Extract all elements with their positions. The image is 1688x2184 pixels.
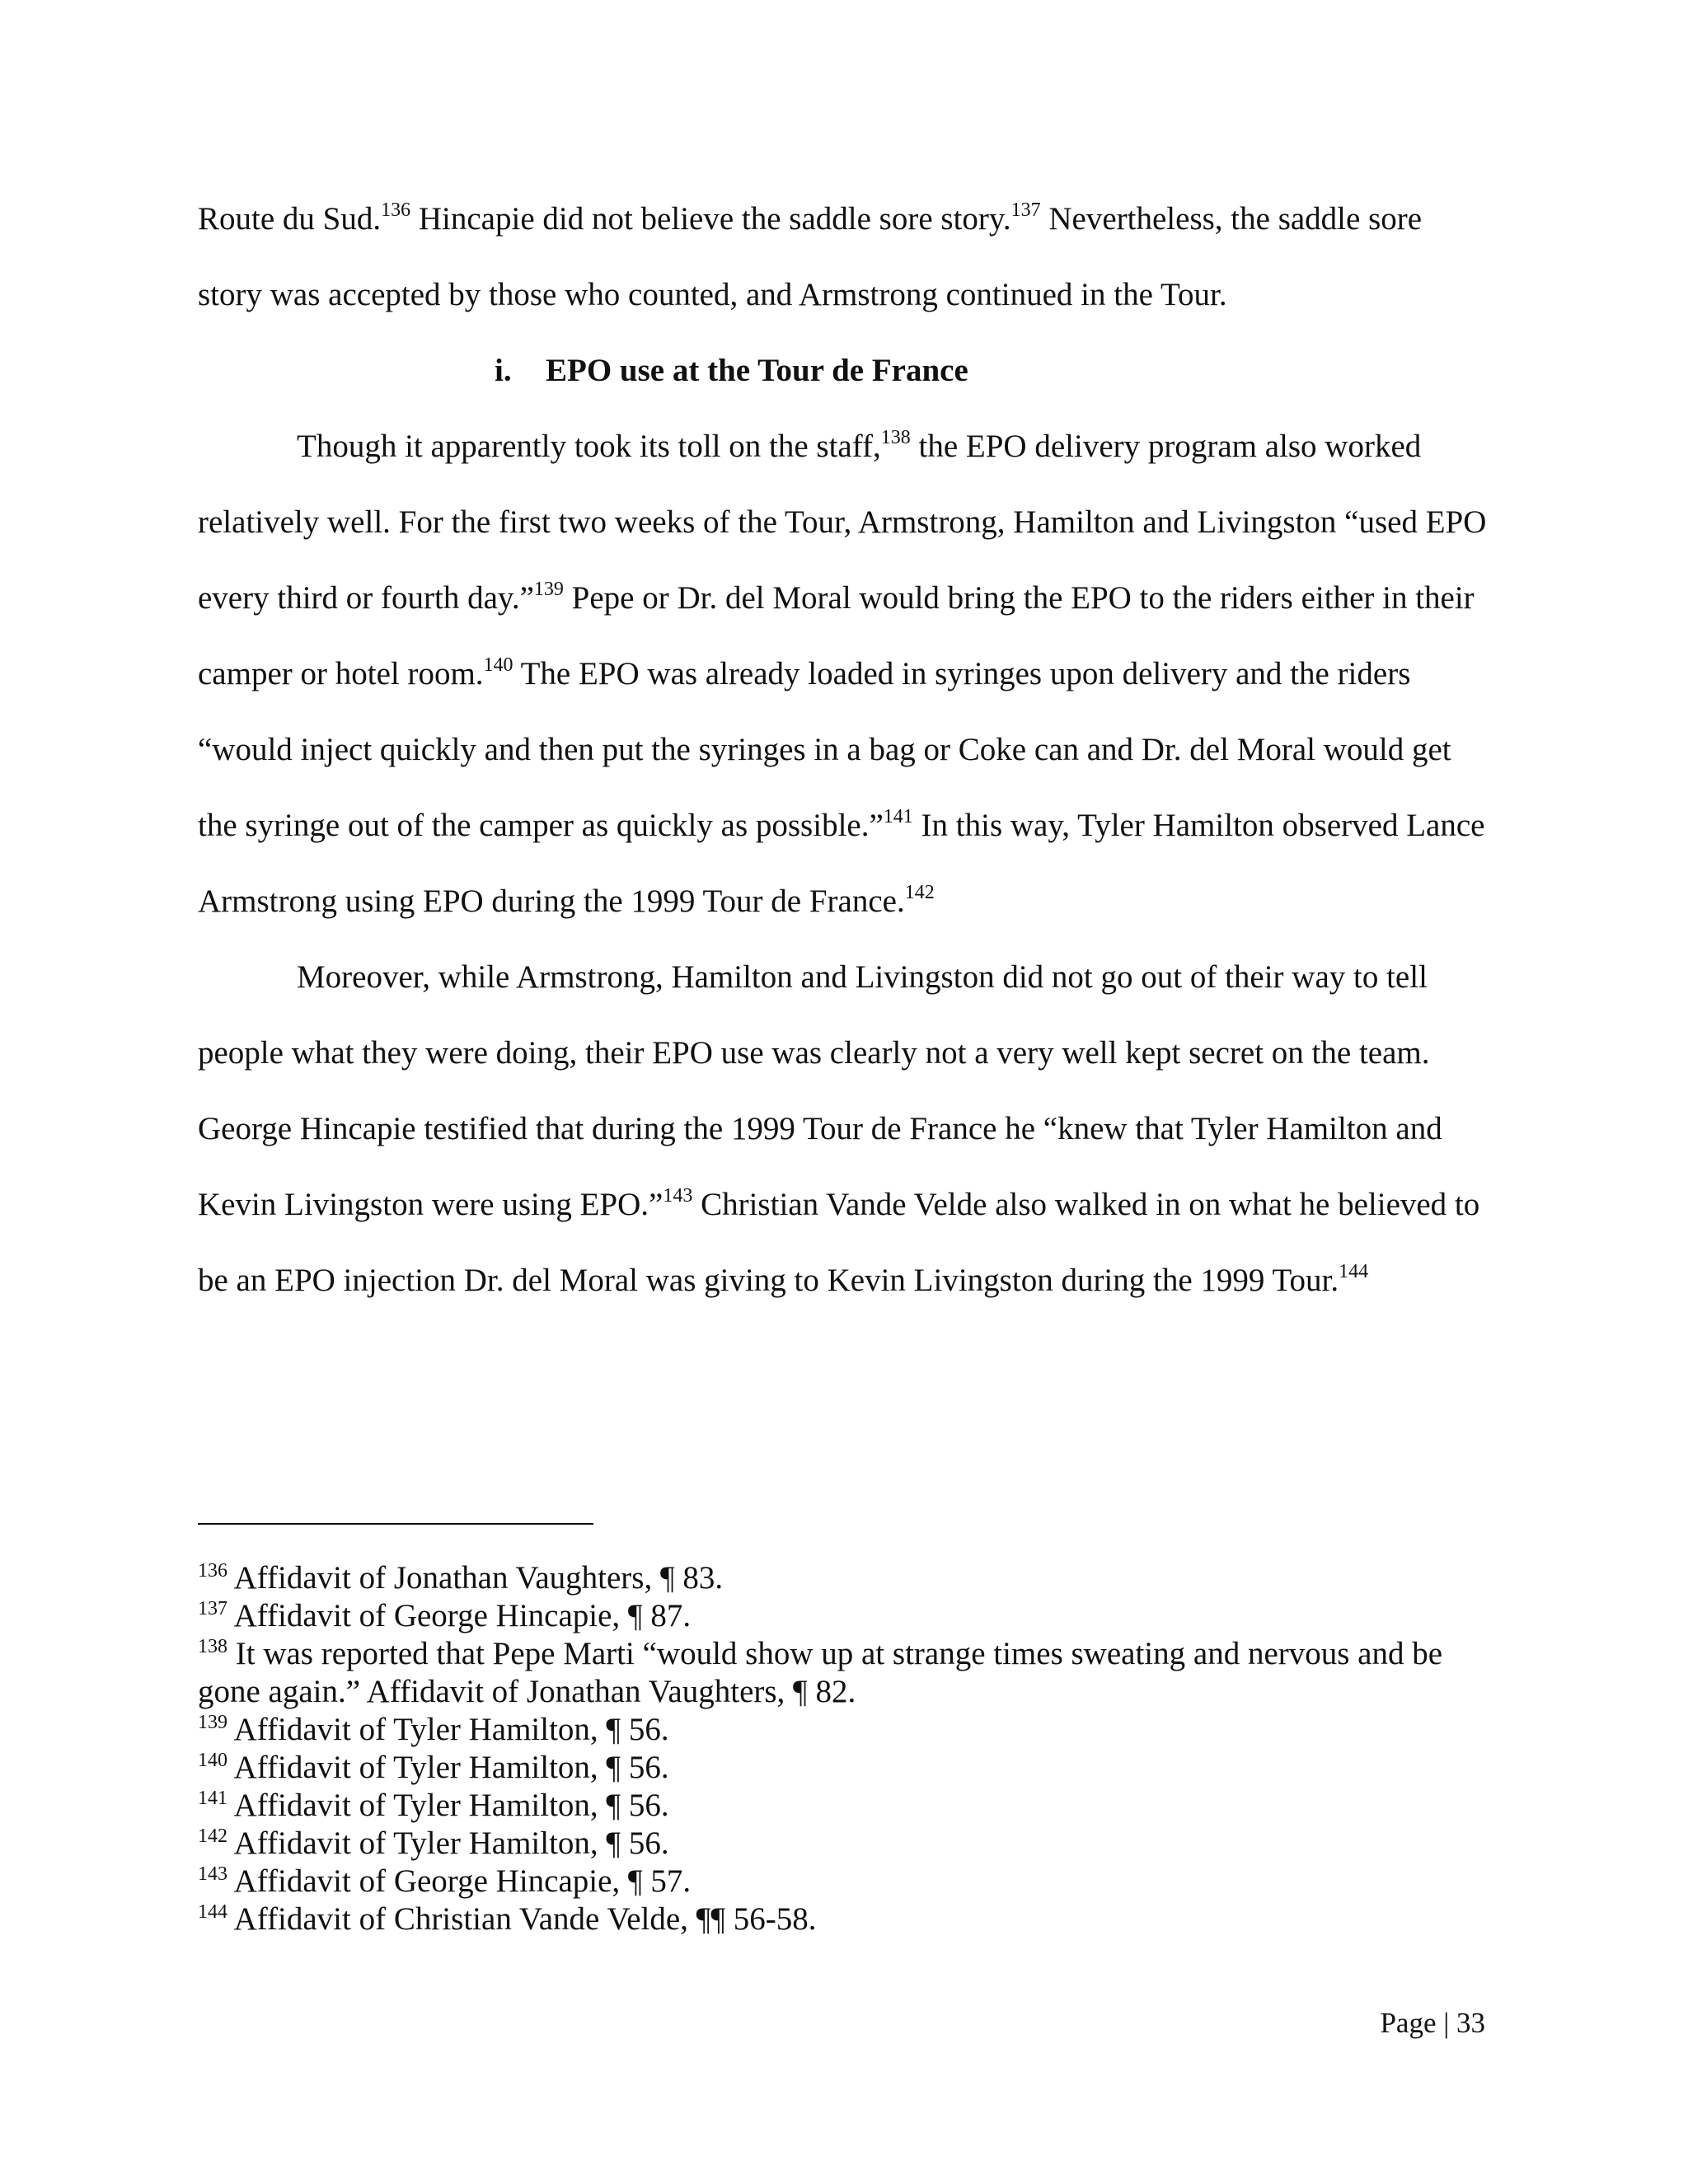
- footnote-ref-136: 136: [381, 199, 411, 221]
- footnote-140: [198, 1749, 1492, 1787]
- footnote-138: [198, 1635, 1492, 1711]
- paragraph-3: [198, 940, 1492, 1319]
- paragraph-1: [198, 181, 1492, 333]
- footnote-text: Affidavit of Tyler Hamilton, ¶ 56.: [227, 1825, 669, 1861]
- section-title: EPO use at the Tour de France: [546, 353, 968, 388]
- paragraph-text: The EPO was already loaded in syringes upon delivery and the riders “would inject quickly and then put the syringes in a bag or Coke can and Dr. del Moral would get the syringe out of the camper as quickly as possible.”: [198, 656, 1451, 843]
- main-text: [198, 181, 1492, 1319]
- footnote-text: Affidavit of George Hincapie, ¶ 57.: [227, 1863, 692, 1899]
- footnote-number: 137: [198, 1598, 227, 1619]
- footnote-141: [198, 1787, 1492, 1825]
- paragraph-text: Hincapie did not believe the saddle sore story.: [410, 201, 1011, 237]
- footnote-number: 141: [198, 1788, 227, 1809]
- paragraph-text: the EPO delivery program also worked relatively well. For the first two weeks of the Tour, Armstrong, Hamilton and Livingston “used EPO every third or fourth day.”: [198, 429, 1487, 616]
- footnote-number: 138: [198, 1636, 227, 1657]
- page-number: Page | 33: [1380, 2007, 1485, 2039]
- footnote-number: 142: [198, 1825, 227, 1847]
- footnote-ref-140: 140: [483, 654, 513, 676]
- footnote-ref-139: 139: [533, 579, 564, 600]
- footnote-ref-142: 142: [904, 882, 935, 903]
- footnote-text: Affidavit of Tyler Hamilton, ¶ 56.: [227, 1712, 669, 1747]
- paragraph-2: [198, 409, 1492, 940]
- footnote-139: [198, 1711, 1492, 1749]
- footnote-137: [198, 1597, 1492, 1635]
- paragraph-text: Pepe or Dr. del Moral would bring the EPO to the riders either in their camper or hotel room.: [198, 580, 1475, 691]
- paragraph-text: Though it apparently took its toll on the staff,: [297, 429, 881, 464]
- footnote-ref-138: 138: [880, 427, 911, 448]
- footnote-number: 143: [198, 1863, 227, 1885]
- footnote-144: [198, 1900, 1492, 1938]
- paragraph-text: In this way, Tyler Hamilton observed Lance Armstrong using EPO during the 1999 Tour de France.: [198, 808, 1485, 919]
- section-number: i.: [495, 353, 512, 388]
- footnote-ref-143: 143: [663, 1185, 693, 1207]
- footnote-136: [198, 1559, 1492, 1597]
- footnote-text: Affidavit of George Hincapie, ¶ 87.: [227, 1598, 692, 1633]
- section-heading: [198, 333, 1492, 409]
- footnote-text: Affidavit of Tyler Hamilton, ¶ 56.: [227, 1788, 669, 1823]
- footnote-text: It was reported that Pepe Marti “would show up at strange times sweating and nervous and be gone again.” Affidavit of Jonathan Vaughters, ¶ 82.: [198, 1636, 1443, 1709]
- footnote-text: Affidavit of Christian Vande Velde, ¶¶ 56-58.: [227, 1901, 817, 1937]
- footnote-separator: [198, 1523, 593, 1525]
- footnotes: [198, 1559, 1492, 1938]
- footnote-number: 144: [198, 1901, 227, 1923]
- footnote-142: [198, 1825, 1492, 1863]
- paragraph-text: Christian Vande Velde also walked in on what he believed to be an EPO injection Dr. del Moral was giving to Kevin Livingston during the 1999 Tour.: [198, 1187, 1480, 1298]
- footnote-text: Affidavit of Jonathan Vaughters, ¶ 83.: [227, 1560, 724, 1596]
- paragraph-text: Route du Sud.: [198, 201, 382, 237]
- paragraph-text: Moreover, while Armstrong, Hamilton and Livingston did not go out of their way to tell people what they were doing, their EPO use was clearly not a very well kept secret on the team. George Hincapie testified that during the 1999 Tour de France he “knew that Tyler Hamilton and Kevin Livingston were using EPO.”: [198, 959, 1442, 1222]
- paragraph-text: Nevertheless, the saddle sore story was accepted by those who counted, and Armstrong continued in the Tour.: [198, 201, 1423, 312]
- footnote-number: 136: [198, 1560, 227, 1582]
- footnote-number: 139: [198, 1712, 227, 1733]
- footnote-143: [198, 1863, 1492, 1900]
- footnote-text: Affidavit of Tyler Hamilton, ¶ 56.: [227, 1750, 669, 1785]
- footnote-ref-137: 137: [1010, 199, 1041, 221]
- footnote-number: 140: [198, 1750, 227, 1771]
- footnote-ref-141: 141: [883, 806, 913, 827]
- footnote-ref-144: 144: [1339, 1261, 1369, 1282]
